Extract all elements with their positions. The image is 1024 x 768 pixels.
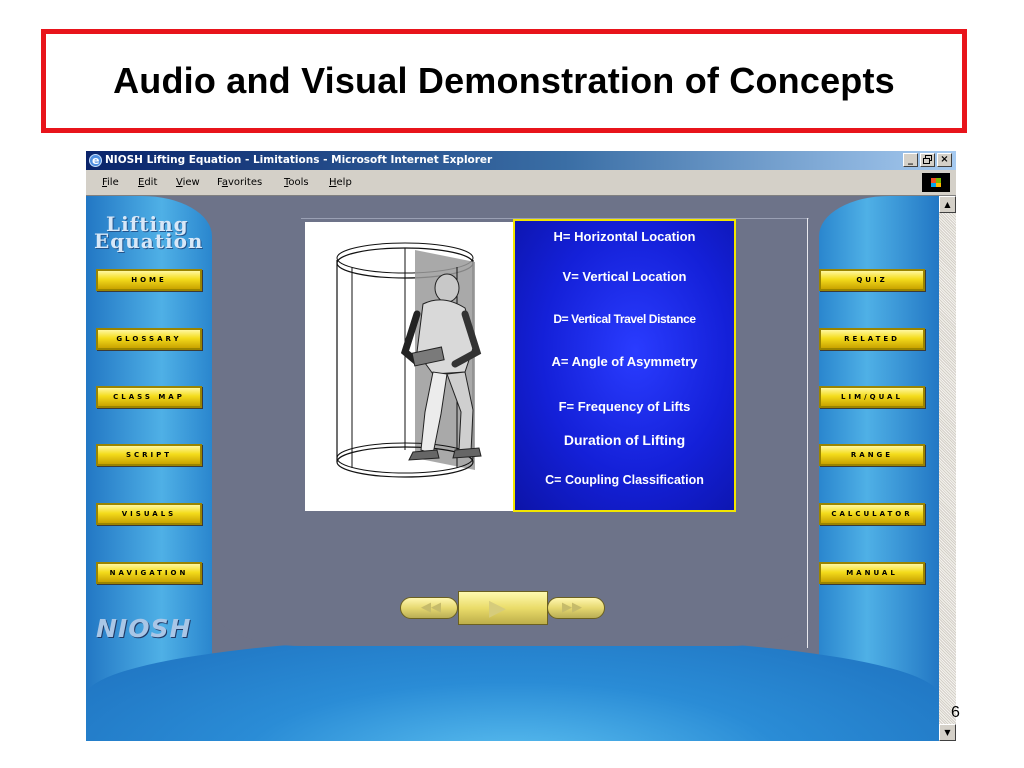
rewind-icon: ◀◀ — [421, 600, 441, 615]
media-controls — [400, 591, 605, 625]
nav-calculator-button[interactable]: CALCULATOR — [819, 503, 925, 525]
restore-button[interactable] — [920, 153, 935, 167]
menu-view[interactable] — [176, 177, 200, 188]
window-titlebar[interactable] — [86, 151, 956, 170]
menu-bar — [86, 170, 956, 196]
nav-script-button[interactable]: SCRIPT — [96, 444, 202, 466]
vertical-scrollbar[interactable] — [939, 196, 956, 741]
nav-related-button[interactable]: RELATED — [819, 328, 925, 350]
param-vertical: V= Vertical Location — [562, 269, 687, 284]
param-distance: D= Vertical Travel Distance — [553, 312, 696, 326]
param-duration: Duration of Lifting — [563, 432, 686, 448]
menu-view-label: iew — [182, 177, 200, 188]
close-button[interactable]: × — [937, 153, 952, 167]
menu-tools-key: T — [284, 177, 289, 188]
nav-range-button[interactable]: RANGE — [819, 444, 925, 466]
slide-title: Audio and Visual Demonstration of Concepts — [113, 60, 895, 101]
page-content — [86, 196, 939, 741]
nav-lim-qual-button[interactable]: LIM/QUAL — [819, 386, 925, 408]
logo-line1: Lifting — [106, 212, 189, 236]
windows-logo-icon — [922, 173, 950, 192]
play-button[interactable] — [458, 591, 548, 625]
menu-file-key: F — [102, 177, 108, 188]
nav-home-button[interactable]: HOME — [96, 269, 202, 291]
slide-page-number: 6 — [951, 704, 960, 721]
window-controls — [903, 153, 952, 167]
param-horizontal: H= Horizontal Location — [553, 229, 696, 244]
restore-icon — [921, 154, 934, 166]
lifting-equation-logo — [94, 212, 204, 253]
menu-edit[interactable] — [138, 177, 157, 188]
window-title: NIOSH Lifting Equation - Limitations - Microsoft Internet Explorer — [105, 154, 493, 166]
divider-line-vertical — [807, 218, 808, 648]
scroll-up-button[interactable]: ▲ — [939, 196, 956, 213]
menu-favorites-key: a — [221, 177, 228, 188]
menu-file[interactable] — [102, 177, 119, 188]
menu-file-label: ile — [107, 177, 119, 188]
rewind-button[interactable] — [400, 597, 458, 619]
slide-title-box — [41, 29, 967, 133]
menu-help-key: H — [329, 177, 337, 188]
logo-line2: Equation — [94, 229, 204, 253]
menu-tools[interactable] — [284, 177, 309, 188]
bottom-frame — [86, 636, 939, 741]
menu-help-label: elp — [336, 177, 352, 188]
menu-help[interactable] — [329, 177, 352, 188]
menu-favorites[interactable] — [217, 177, 262, 188]
menu-edit-key: E — [138, 177, 145, 188]
menu-favorites-pre: F — [217, 177, 222, 188]
nav-glossary-button[interactable]: GLOSSARY — [96, 328, 202, 350]
minimize-button[interactable]: _ — [903, 153, 918, 167]
ie-icon — [89, 154, 102, 167]
browser-window — [86, 151, 956, 741]
param-frequency: F= Frequency of Lifts — [558, 399, 691, 414]
lifting-figure-illustration — [305, 222, 513, 511]
menu-tools-label: ools — [288, 177, 309, 188]
fast-forward-icon: ▶▶ — [562, 600, 582, 615]
menu-view-key: V — [176, 177, 183, 188]
nav-manual-button[interactable]: MANUAL — [819, 562, 925, 584]
menu-favorites-label: vorites — [227, 177, 263, 188]
param-coupling: C= Coupling Classification — [545, 473, 704, 487]
nav-class-map-button[interactable]: CLASS MAP — [96, 386, 202, 408]
scroll-down-button[interactable]: ▼ — [939, 724, 956, 741]
fast-forward-button[interactable] — [547, 597, 605, 619]
menu-edit-label: dit — [144, 177, 158, 188]
play-icon: ▶ — [489, 596, 506, 621]
worker-cylinder-drawing — [305, 222, 513, 511]
lifting-parameters-panel — [513, 219, 736, 512]
param-asymmetry: A= Angle of Asymmetry — [551, 354, 698, 369]
nav-navigation-button[interactable]: NAVIGATION — [96, 562, 202, 584]
nav-visuals-button[interactable]: VISUALS — [96, 503, 202, 525]
niosh-logo: NIOSH — [96, 614, 192, 643]
nav-quiz-button[interactable]: QUIZ — [819, 269, 925, 291]
